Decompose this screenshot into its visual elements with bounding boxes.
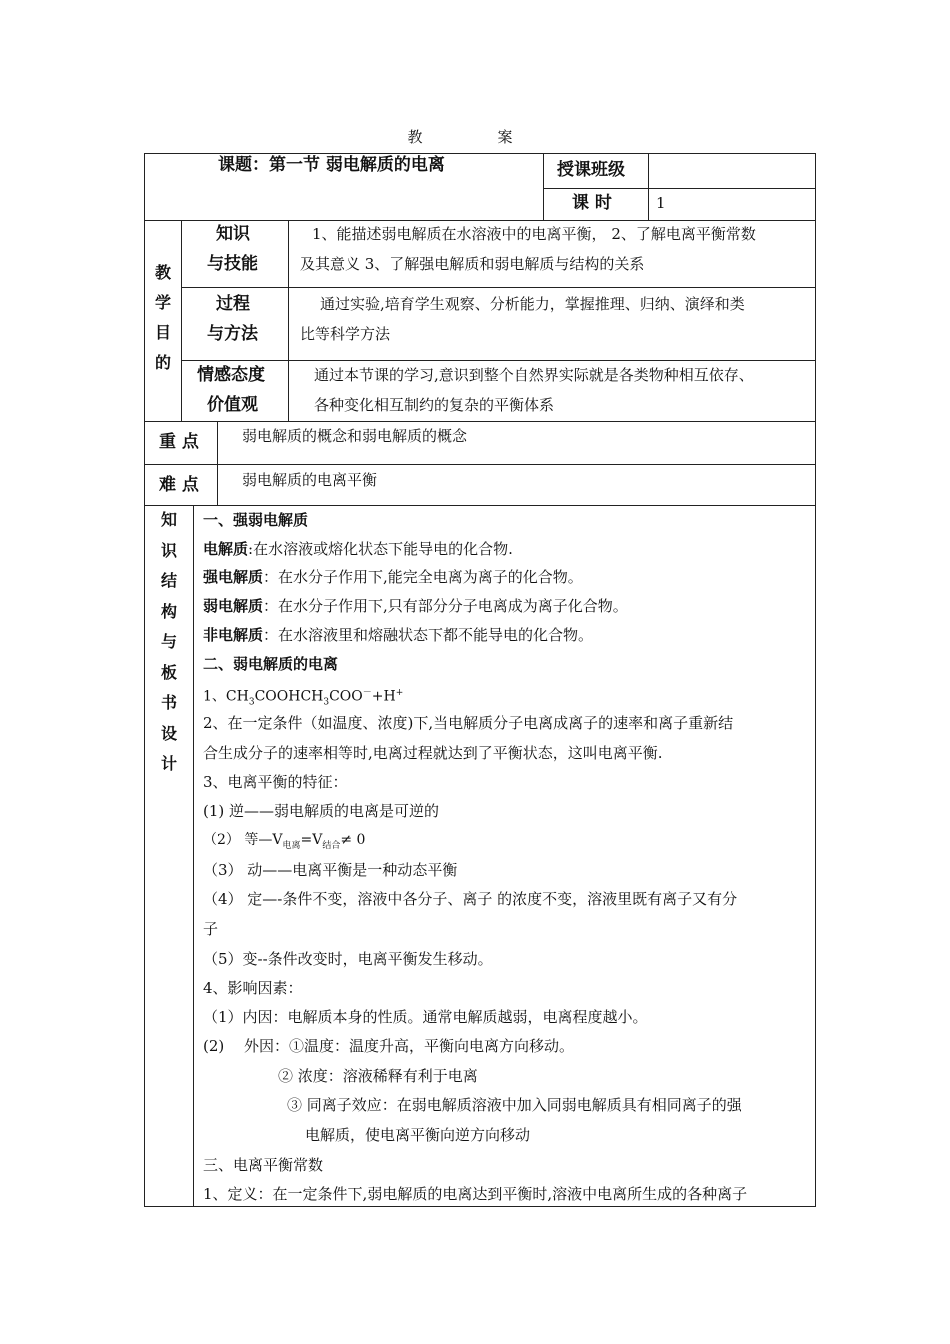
objective-label: 与技能 bbox=[207, 254, 258, 274]
definition-term: 强电解质 bbox=[203, 568, 264, 586]
objective-text: 通过本节课的学习,意识到整个自然界实际就是各类物种相互依存、 bbox=[314, 366, 754, 384]
body-line: 合生成分子的速率相等时,电离过程就达到了平衡状态，这叫电离平衡. bbox=[203, 744, 663, 762]
body-line: （3） 动——电离平衡是一种动态平衡 bbox=[203, 861, 458, 879]
definition-term: 电解质 bbox=[203, 540, 249, 558]
definition-text: ：在水溶液里和熔融状态下都不能导电的化合物。 bbox=[263, 626, 594, 644]
objective-text: 通过实验,培育学生观察、分析能力，掌握推理、归纳、演绎和类 bbox=[320, 295, 745, 313]
side-char: 识 bbox=[160, 540, 177, 560]
definition-term: 弱电解质 bbox=[203, 597, 264, 615]
objective-label: 价值观 bbox=[207, 395, 258, 415]
side-char: 设 bbox=[160, 723, 177, 743]
definition-text: ：在水分子作用下,能完全电离为离子的化合物。 bbox=[263, 568, 583, 586]
table-right-border bbox=[815, 153, 816, 1207]
side-char: 书 bbox=[160, 693, 177, 712]
side-char: 目 bbox=[154, 323, 171, 342]
knowledge-side-label bbox=[154, 505, 184, 780]
key-point-label: 重 点 bbox=[159, 432, 199, 452]
header-divider bbox=[543, 153, 544, 220]
topic-title: 课题：第一节 弱电解质的电离 bbox=[218, 155, 445, 175]
class-label: 授课班级 bbox=[557, 160, 625, 180]
body-line: (2) 外因：①温度：温度升高，平衡向电离方向移动。 bbox=[203, 1037, 575, 1055]
body-line: 1、定义：在一定条件下,弱电解质的电离达到平衡时,溶液中电离所生成的各种离子 bbox=[203, 1185, 748, 1203]
ionization-equation: 1、$CH_3COOHCH_3COO^-+H^+$ bbox=[203, 688, 404, 708]
definition-line bbox=[203, 620, 593, 650]
table-left-border bbox=[144, 153, 145, 1207]
body-line: 电解质，使电离平衡向逆方向移动 bbox=[305, 1126, 531, 1144]
difficult-point-text: 弱电解质的电离平衡 bbox=[242, 471, 378, 489]
side-char: 结 bbox=[160, 571, 177, 590]
objectives-divider bbox=[181, 220, 182, 421]
difficult-point-label: 难 点 bbox=[159, 475, 199, 495]
knowledge-divider bbox=[193, 505, 194, 1206]
objectives-divider bbox=[288, 220, 289, 421]
definition-line bbox=[203, 562, 583, 592]
body-line: ② 浓度：溶液稀释有利于电离 bbox=[278, 1067, 478, 1085]
definition-text: :在水溶液或熔化状态下能导电的化合物. bbox=[248, 540, 513, 558]
objective-label: 情感态度 bbox=[197, 365, 265, 385]
body-line: 子 bbox=[203, 920, 219, 938]
section-heading: 三、电离平衡常数 bbox=[203, 1156, 324, 1174]
side-char: 教 bbox=[154, 263, 171, 282]
equality-feature: （2） 等$—V_{电离}=V_{结合}\ne 0$ bbox=[203, 832, 366, 851]
objective-label: 知识 bbox=[216, 224, 250, 244]
side-char: 板 bbox=[160, 662, 177, 682]
key-point-text: 弱电解质的概念和弱电解质的概念 bbox=[242, 427, 468, 445]
side-char: 与 bbox=[160, 632, 177, 651]
hours-value: 1 bbox=[656, 194, 666, 212]
objective-text: 比等科学方法 bbox=[300, 325, 391, 343]
definition-line bbox=[203, 534, 513, 564]
objective-text: 各种变化相互制约的复杂的平衡体系 bbox=[314, 396, 555, 414]
side-char: 的 bbox=[154, 353, 171, 372]
side-char: 学 bbox=[154, 293, 171, 312]
objective-text: 及其意义 3、了解强电解质和弱电解质与结构的关系 bbox=[300, 255, 645, 273]
body-line: 2、在一定条件（如温度、浓度)下,当电解质分子电离成离子的速率和离子重新结 bbox=[203, 714, 734, 732]
body-line: (1) 逆——弱电解质的电离是可逆的 bbox=[203, 802, 440, 820]
body-line: （1）内因：电解质本身的性质。通常电解质越弱，电离程度越小。 bbox=[203, 1008, 648, 1026]
section-heading: 一、强弱电解质 bbox=[203, 511, 309, 529]
section-heading: 二、弱电解质的电离 bbox=[203, 655, 339, 673]
definition-line bbox=[203, 591, 628, 621]
header-divider bbox=[648, 153, 649, 220]
body-line: （5）变--条件改变时，电离平衡发生移动。 bbox=[203, 950, 493, 968]
body-line: （4） 定—-条件不变，溶液中各分子、离子 的浓度不变，溶液里既有离子又有分 bbox=[203, 890, 738, 908]
objective-text: 1、能描述弱电解质在水溶液中的电离平衡， 2、了解电离平衡常数 bbox=[312, 225, 756, 243]
side-char: 知 bbox=[160, 510, 177, 529]
definition-term: 非电解质 bbox=[203, 626, 264, 644]
objectives-side-label bbox=[148, 258, 178, 378]
hours-label: 课 时 bbox=[572, 193, 612, 213]
objective-label: 过程 bbox=[216, 294, 250, 314]
objective-label: 与方法 bbox=[207, 324, 258, 344]
definition-text: ：在水分子作用下,只有部分分子电离成为离子化合物。 bbox=[263, 597, 628, 615]
side-char: 构 bbox=[160, 601, 177, 621]
body-line: 4、影响因素： bbox=[203, 979, 303, 997]
page-title: 教 案 bbox=[407, 128, 543, 146]
side-char: 计 bbox=[160, 754, 177, 773]
body-line: 3、电离平衡的特征： bbox=[203, 773, 348, 791]
objectives-divider bbox=[181, 287, 816, 288]
body-line: ③ 同离子效应：在弱电解质溶液中加入同弱电解质具有相同离子的强 bbox=[287, 1096, 742, 1114]
